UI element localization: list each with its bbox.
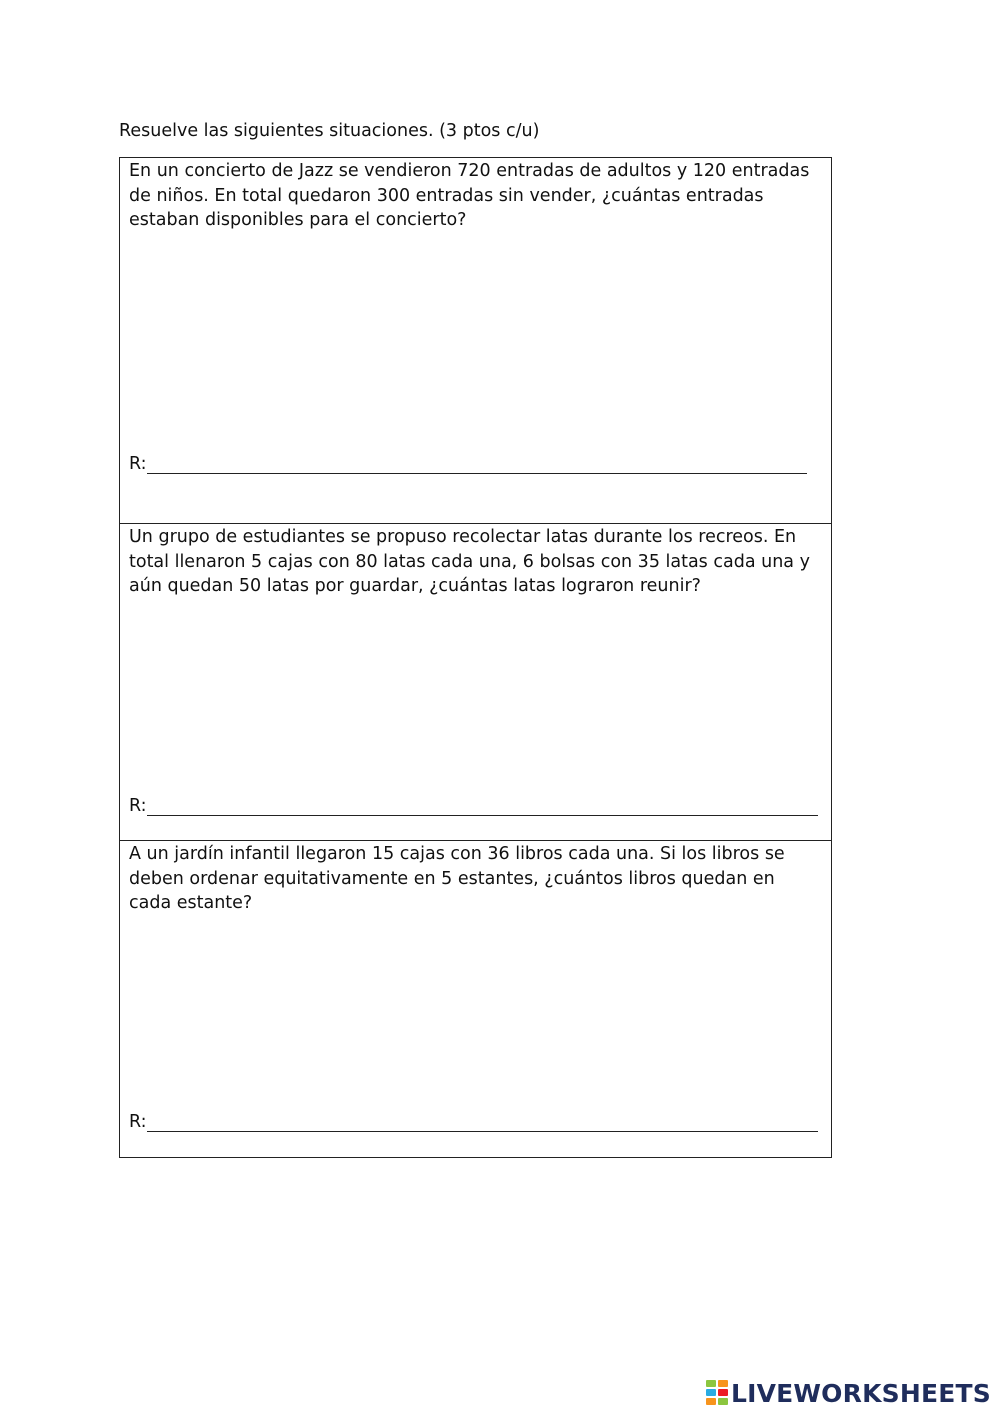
liveworksheets-brand	[706, 1376, 991, 1410]
problem-cell-1	[120, 158, 831, 524]
problem-2-answer[interactable]	[129, 792, 818, 818]
answer-label: R:	[129, 796, 147, 816]
problem-1-question: En un concierto de Jazz se vendieron 720 entradas de adultos y 120 entradas de niños. En total quedaron 300 entradas sin vender, ¿cuántas entradas estaban disponibles para el concierto?	[129, 161, 810, 230]
problems-table	[119, 157, 832, 1158]
problem-3-answer[interactable]	[129, 1108, 818, 1134]
problem-1-answer[interactable]	[129, 450, 807, 476]
liveworksheets-logo-icon	[706, 1380, 728, 1406]
answer-label: R:	[129, 454, 147, 474]
answer-blank-line[interactable]	[147, 792, 818, 816]
answer-blank-line[interactable]	[147, 450, 807, 474]
answer-blank-line[interactable]	[147, 1108, 818, 1132]
problem-cell-3	[120, 841, 831, 1157]
answer-label: R:	[129, 1112, 147, 1132]
problem-cell-2	[120, 524, 831, 841]
problem-2-question: Un grupo de estudiantes se propuso recolectar latas durante los recreos. En total llenaron 5 cajas con 80 latas cada una, 6 bolsas con 35 latas cada una y aún quedan 50 latas por guardar, ¿cuántas latas lograron reunir?	[129, 527, 810, 596]
brand-name: LIVEWORKSHEETS	[730, 1378, 991, 1408]
problem-3-question: A un jardín infantil llegaron 15 cajas con 36 libros cada una. Si los libros se deben ordenar equitativamente en 5 estantes, ¿cuántos libros quedan en cada estante?	[129, 844, 785, 913]
instructions-heading: Resuelve las siguientes situaciones. (3 ptos c/u)	[119, 121, 540, 141]
